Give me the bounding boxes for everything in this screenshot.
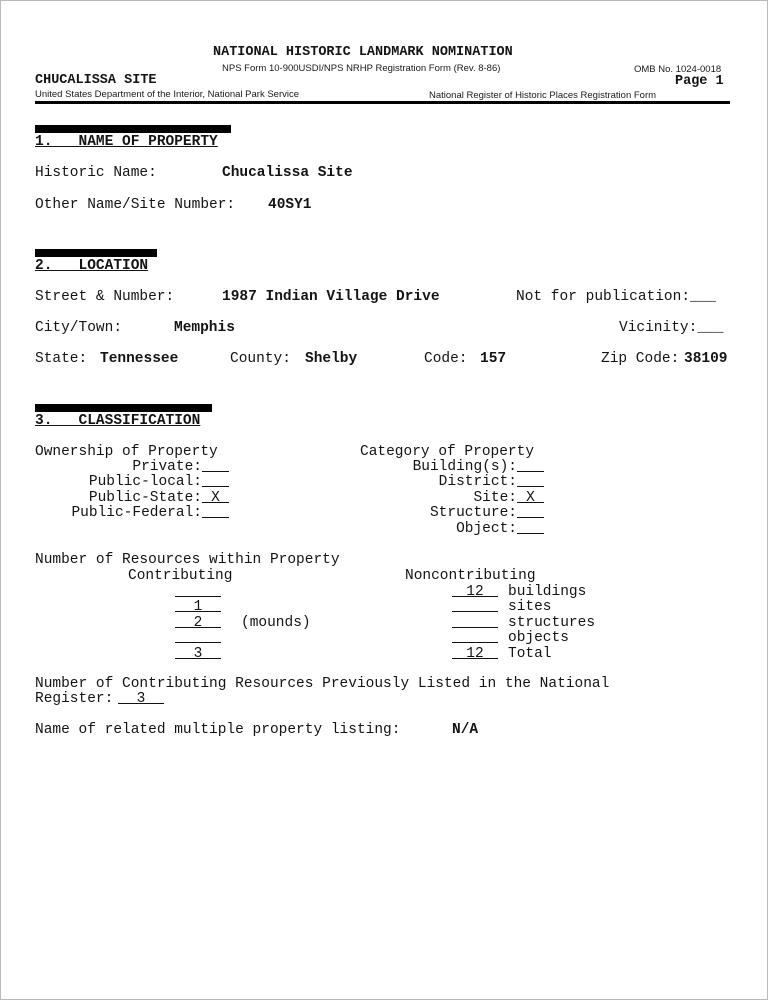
- street-label: Street & Number:: [35, 289, 175, 305]
- contributing-count: 2: [175, 615, 221, 631]
- zip-value: 38109: [684, 351, 728, 367]
- section-2-heading: 2. LOCATION: [35, 258, 149, 274]
- category-blank: [517, 459, 544, 472]
- ownership-label: Public-State:: [88, 490, 202, 506]
- resource-type-buildings: buildings: [508, 584, 587, 600]
- category-blank: [517, 505, 544, 518]
- category-mark: [517, 490, 544, 506]
- multiple-listing-label: Name of related multiple property listing:: [35, 722, 401, 738]
- vicinity: Vicinity:___: [619, 320, 724, 336]
- omb-number: OMB No. 1024-0018: [634, 64, 722, 75]
- other-name-value: 40SY1: [268, 197, 312, 213]
- category-label: District:: [438, 474, 517, 490]
- mounds-note: (mounds): [241, 615, 311, 631]
- category-blank: [517, 521, 544, 534]
- category-mark: [517, 521, 544, 539]
- page-number: Page 1: [675, 74, 724, 89]
- category-label: Building(s):: [412, 459, 517, 475]
- zip-label: Zip Code:: [601, 351, 680, 367]
- multiple-listing-value: N/A: [452, 722, 479, 738]
- form-number-line: NPS Form 10-900USDI/NPS NRHP Registration Form (Rev. 8-86): [222, 63, 501, 74]
- ownership-label: Public-local:: [88, 474, 202, 490]
- noncontributing-count: 12: [452, 584, 498, 600]
- noncontributing-total: 12: [452, 646, 498, 662]
- ownership-blank: [202, 474, 229, 487]
- state-label: State:: [35, 351, 88, 367]
- state-value: Tennessee: [100, 351, 179, 367]
- previously-listed-line: Number of Contributing Resources Previously Listed in the National: [35, 676, 610, 692]
- contributing-total: 3: [175, 646, 221, 662]
- category-blank: [517, 474, 544, 487]
- section-3-heading: 3. CLASSIFICATION: [35, 413, 201, 429]
- site-name-header: CHUCALISSA SITE: [35, 73, 157, 88]
- contributing-heading: Contributing: [128, 568, 233, 584]
- header-rule: [35, 101, 730, 104]
- ownership-blank: [202, 505, 229, 518]
- ownership-label: Private:: [132, 459, 202, 475]
- resources-heading: Number of Resources within Property: [35, 552, 340, 568]
- category-label: Site:: [473, 490, 517, 506]
- ownership-blank: [202, 459, 229, 472]
- resource-type-structures: structures: [508, 615, 596, 631]
- resource-type-objects: objects: [508, 630, 569, 646]
- city-label: City/Town:: [35, 320, 123, 336]
- section-1-bar: [35, 125, 231, 133]
- noncontributing-heading: Noncontributing: [405, 568, 536, 584]
- resource-type-sites: sites: [508, 599, 552, 615]
- department-line: United States Department of the Interior, National Park Service: [35, 89, 300, 100]
- not-for-publication: Not for publication:___: [516, 289, 717, 305]
- section-3-bar: [35, 404, 212, 412]
- ownership-label: Public-Federal:: [71, 505, 202, 521]
- other-name-label: Other Name/Site Number:: [35, 197, 236, 213]
- section-2-bar: [35, 249, 157, 257]
- previously-listed-label: Register:: [35, 691, 114, 707]
- ownership-mark: [202, 490, 229, 506]
- code-value: 157: [480, 351, 507, 367]
- ownership-heading: Ownership of Property: [35, 444, 218, 460]
- historic-name-label: Historic Name:: [35, 165, 157, 181]
- contributing-count: 1: [175, 599, 221, 615]
- street-value: 1987 Indian Village Drive: [222, 289, 440, 305]
- section-1-heading: 1. NAME OF PROPERTY: [35, 134, 218, 150]
- city-value: Memphis: [174, 320, 235, 336]
- county-value: Shelby: [305, 351, 358, 367]
- county-label: County:: [230, 351, 291, 367]
- code-label: Code:: [424, 351, 468, 367]
- ownership-mark: [202, 505, 229, 523]
- category-label: Structure:: [429, 505, 517, 521]
- ownership-mark-x: X: [202, 490, 229, 503]
- category-heading: Category of Property: [360, 444, 535, 460]
- category-label: Object:: [456, 521, 517, 537]
- register-line: National Register of Historic Places Registration Form: [429, 90, 657, 101]
- previously-listed-value: 3: [118, 691, 164, 707]
- resource-type-total: Total: [508, 646, 552, 662]
- category-mark-x: X: [517, 490, 544, 503]
- historic-name-value: Chucalissa Site: [222, 165, 353, 181]
- form-title: NATIONAL HISTORIC LANDMARK NOMINATION: [213, 45, 513, 60]
